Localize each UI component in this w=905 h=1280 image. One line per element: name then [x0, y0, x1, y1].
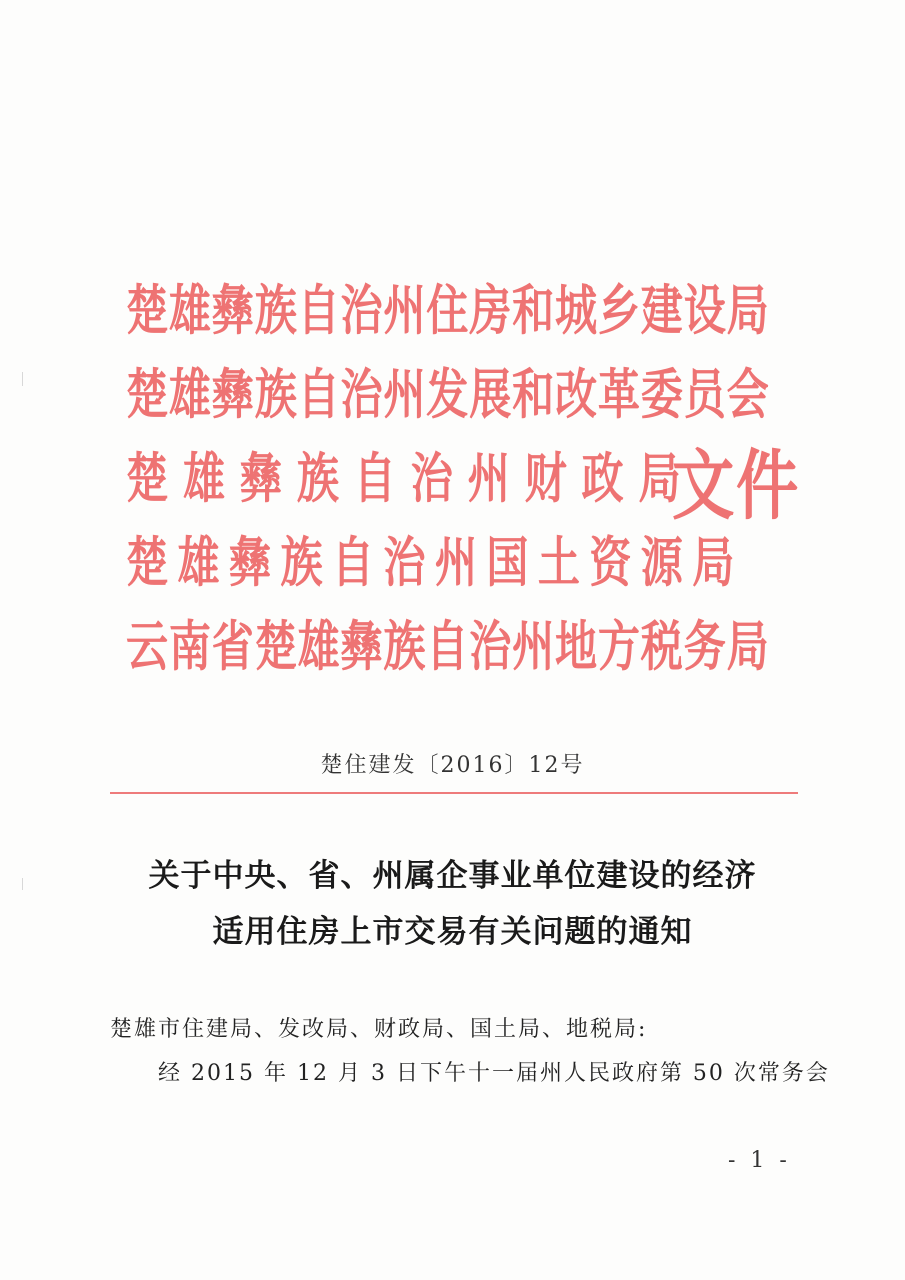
scan-mark: [22, 372, 23, 386]
title-line-1: 关于中央、省、州属企事业单位建设的经济: [148, 858, 757, 894]
page-number: - 1 -: [728, 1148, 791, 1173]
document-number: 楚住建发〔2016〕12号: [320, 753, 585, 778]
header-divider: [110, 792, 798, 794]
document-word: 文件: [672, 441, 800, 530]
addressee: 楚雄市住建局、发改局、财政局、国土局、地税局:: [110, 1017, 648, 1042]
issuer-development-commission: 楚雄彝族自治州发展和改革委员会: [126, 362, 770, 426]
issuer-housing-bureau: 楚雄彝族自治州住房和城乡建设局: [126, 278, 770, 342]
title-line-2: 适用住房上市交易有关问题的通知: [212, 914, 693, 950]
issuer-land-resources-bureau: 楚雄彝族自治州国土资源局: [126, 530, 744, 594]
body-paragraph-line: 经 2015 年 12 月 3 日下午十一届州人民政府第 50 次常务会: [158, 1061, 830, 1086]
issuer-finance-bureau: 楚雄彝族自治州财政局: [126, 446, 696, 510]
document-title: [0, 848, 905, 960]
issuer-local-tax-bureau: 云南省楚雄彝族自治州地方税务局: [126, 614, 770, 678]
